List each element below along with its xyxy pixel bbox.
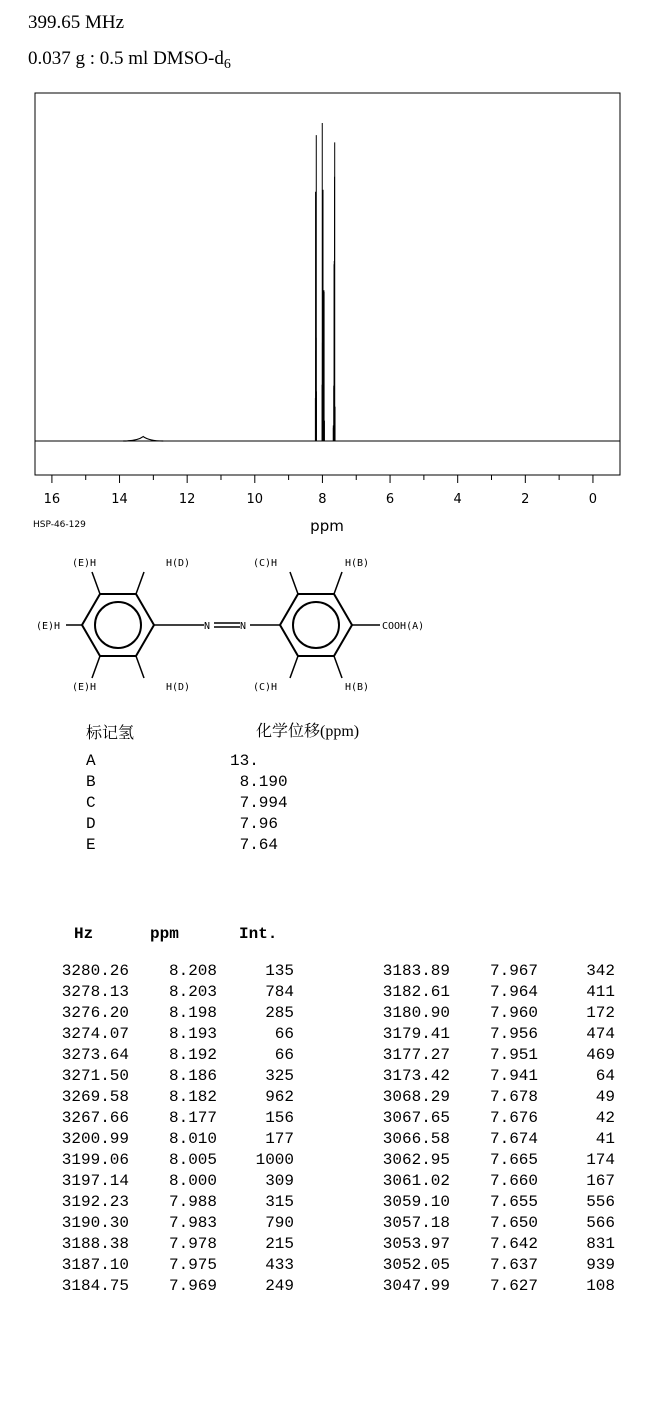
peak-hz: 3267.66	[61, 1109, 129, 1127]
peak-row	[0, 1277, 652, 1298]
peak-hz: 3061.02	[382, 1172, 450, 1190]
x-tick-label: 0	[588, 492, 598, 507]
peak-hz: 3053.97	[382, 1235, 450, 1253]
label-c-bottom: (C)H	[253, 682, 278, 693]
peak-ppm: 7.660	[489, 1172, 538, 1190]
x-axis-label: ppm	[310, 517, 344, 535]
peak-row	[0, 1256, 652, 1277]
bonds	[66, 572, 380, 678]
peak-ppm: 8.198	[168, 1004, 217, 1022]
peak-int: 315	[265, 1193, 294, 1211]
peak-int: 790	[265, 1214, 294, 1232]
peak-hz: 3183.89	[382, 962, 450, 980]
spectrometer-frequency: 399.65 MHz	[28, 12, 125, 33]
peak-row	[0, 1130, 652, 1151]
peak-hz: 3057.18	[382, 1214, 450, 1232]
label-e-bottom: (E)H	[72, 682, 97, 693]
peak-int: 469	[586, 1046, 615, 1064]
peak-ppm: 7.960	[489, 1004, 538, 1022]
peak-ppm: 7.941	[489, 1067, 538, 1085]
peak-int: 42	[595, 1109, 615, 1127]
x-tick-label: 10	[246, 492, 264, 507]
sample-subscript: 6	[223, 57, 231, 72]
label-d-bottom: H(D)	[166, 682, 191, 693]
peak-ppm: 7.975	[168, 1256, 217, 1274]
peak-hz: 3280.26	[61, 962, 129, 980]
peak-hz: 3182.61	[382, 983, 450, 1001]
peak-hz: 3047.99	[382, 1277, 450, 1295]
label-acid: COOH(A)	[382, 621, 425, 632]
peak-row	[0, 1046, 652, 1067]
peak-ppm: 7.637	[489, 1256, 538, 1274]
peak-hz: 3067.65	[382, 1109, 450, 1127]
x-tick-label: 2	[521, 492, 530, 507]
peak-hz: 3271.50	[61, 1067, 129, 1085]
assignment-label: A	[86, 752, 96, 770]
peak-ppm: 8.203	[168, 983, 217, 1001]
peak-ppm: 7.655	[489, 1193, 538, 1211]
assignment-row	[0, 794, 400, 815]
peak-int: 411	[586, 983, 615, 1001]
peak-ppm: 8.192	[168, 1046, 217, 1064]
assignment-row	[0, 815, 400, 836]
assignment-row	[0, 773, 400, 794]
peak-ppm: 7.676	[489, 1109, 538, 1127]
peak-int: 135	[265, 962, 294, 980]
x-axis-ticks	[44, 475, 597, 507]
peak-hz: 3197.14	[61, 1172, 129, 1190]
peak-hz: 3273.64	[61, 1046, 129, 1064]
peak-hz: 3274.07	[61, 1025, 129, 1043]
peak-row	[0, 1214, 652, 1235]
peak-int: 167	[586, 1172, 615, 1190]
peak-int: 108	[586, 1277, 615, 1295]
spectrum-broad-peak	[123, 437, 163, 441]
assignment-shift-header: 化学位移(ppm)	[256, 723, 360, 740]
peak-ppm: 7.988	[168, 1193, 217, 1211]
right-benzene-ring	[280, 594, 352, 656]
peak-hz: 3177.27	[382, 1046, 450, 1064]
peak-ppm: 8.186	[168, 1067, 217, 1085]
peak-int: 1000	[255, 1151, 294, 1169]
peak-int: 474	[586, 1025, 615, 1043]
assignment-shift: 8.190	[230, 773, 288, 791]
peak-ppm: 7.964	[489, 983, 538, 1001]
peak-row	[0, 1025, 652, 1046]
plot-frame	[35, 93, 620, 475]
peak-hz: 3188.38	[61, 1235, 129, 1253]
peak-int: 556	[586, 1193, 615, 1211]
peak-ppm: 7.665	[489, 1151, 538, 1169]
peak-int: 174	[586, 1151, 615, 1169]
peak-hz: 3173.42	[382, 1067, 450, 1085]
spectrum-trace	[123, 123, 335, 441]
peak-ppm: 7.956	[489, 1025, 538, 1043]
peak-ppm: 7.650	[489, 1214, 538, 1232]
peak-row	[0, 1151, 652, 1172]
assignment-row	[0, 836, 400, 857]
peak-hz: 3200.99	[61, 1130, 129, 1148]
peak-int: 309	[265, 1172, 294, 1190]
assignment-shift: 7.994	[230, 794, 288, 812]
assignment-label: B	[86, 773, 96, 791]
label-e-top: (E)H	[72, 558, 97, 569]
x-tick-label: 14	[111, 492, 128, 507]
peak-int: 66	[274, 1025, 294, 1043]
peak-hz: 3187.10	[61, 1256, 129, 1274]
peak-row	[0, 1193, 652, 1214]
peak-ppm: 8.208	[168, 962, 217, 980]
peak-ppm: 8.193	[168, 1025, 217, 1043]
peak-hz: 3059.10	[382, 1193, 450, 1211]
peak-row	[0, 1109, 652, 1130]
peak-ppm: 7.967	[489, 962, 538, 980]
assignment-label-header: 标记氢	[86, 725, 135, 742]
peak-int: 962	[265, 1088, 294, 1106]
peak-ppm: 7.678	[489, 1088, 538, 1106]
peak-int: 784	[265, 983, 294, 1001]
label-b-top: H(B)	[345, 558, 370, 569]
peak-hz: 3180.90	[382, 1004, 450, 1022]
peak-row	[0, 1088, 652, 1109]
peak-ppm: 7.642	[489, 1235, 538, 1253]
x-tick-label: 16	[43, 492, 61, 507]
peak-int: 433	[265, 1256, 294, 1274]
peak-row	[0, 962, 652, 983]
peak-int: 831	[586, 1235, 615, 1253]
peak-row	[0, 983, 652, 1004]
peak-int: 325	[265, 1067, 294, 1085]
peak-ppm: 7.969	[168, 1277, 217, 1295]
peak-int: 215	[265, 1235, 294, 1253]
x-tick-label: 6	[385, 492, 395, 507]
assignment-label: E	[86, 836, 96, 854]
sample-text: 0.037 g : 0.5 ml DMSO-d	[28, 48, 224, 69]
peak-int: 566	[586, 1214, 615, 1232]
peak-row	[0, 1172, 652, 1193]
molecular-structure	[0, 545, 652, 705]
peak-ppm: 8.010	[168, 1130, 217, 1148]
label-b-bottom: H(B)	[345, 682, 370, 693]
peak-ppm: 8.000	[168, 1172, 217, 1190]
assignment-label: C	[86, 794, 96, 812]
peak-ppm: 7.983	[168, 1214, 217, 1232]
peak-int: 49	[595, 1088, 615, 1106]
label-e-left: (E)H	[36, 621, 61, 632]
peak-row	[0, 1067, 652, 1088]
peak-row	[0, 1235, 652, 1256]
peak-row	[0, 1004, 652, 1025]
peak-hz: 3052.05	[382, 1256, 450, 1274]
label-c-top: (C)H	[253, 558, 278, 569]
peak-ppm: 8.182	[168, 1088, 217, 1106]
peak-ppm: 8.177	[168, 1109, 217, 1127]
peak-header-hz: Hz	[74, 925, 94, 943]
assignment-shift: 7.64	[230, 836, 279, 854]
peak-hz: 3269.58	[61, 1088, 129, 1106]
nmr-spectrum-chart	[0, 0, 652, 540]
peak-int: 66	[274, 1046, 294, 1064]
left-benzene-ring	[82, 594, 154, 656]
assignment-label: D	[86, 815, 96, 833]
x-tick-label: 4	[453, 492, 462, 507]
peak-ppm: 7.978	[168, 1235, 217, 1253]
peak-int: 172	[586, 1004, 615, 1022]
x-tick-label: 12	[178, 492, 196, 507]
peak-header-int: Int.	[239, 925, 278, 943]
spectrum-code: HSP-46-129	[33, 520, 86, 530]
peak-hz: 3068.29	[382, 1088, 450, 1106]
peak-ppm: 8.005	[168, 1151, 217, 1169]
assignment-row	[0, 752, 400, 773]
peak-int: 939	[586, 1256, 615, 1274]
peak-hz: 3276.20	[61, 1004, 129, 1022]
peak-ppm: 7.674	[489, 1130, 538, 1148]
label-d-top: H(D)	[166, 558, 191, 569]
peak-hz: 3192.23	[61, 1193, 129, 1211]
peak-int: 285	[265, 1004, 294, 1022]
x-tick-label: 8	[318, 492, 327, 507]
peak-int: 156	[265, 1109, 294, 1127]
peak-ppm: 7.627	[489, 1277, 538, 1295]
assignment-shift: 13.	[230, 752, 259, 770]
peak-int: 64	[595, 1067, 615, 1085]
label-azo-n2: N	[240, 621, 247, 632]
peak-hz: 3199.06	[61, 1151, 129, 1169]
peak-hz: 3190.30	[61, 1214, 129, 1232]
peak-hz: 3062.95	[382, 1151, 450, 1169]
peak-hz: 3179.41	[382, 1025, 450, 1043]
label-azo-n1: N	[204, 621, 211, 632]
peak-hz: 3278.13	[61, 983, 129, 1001]
peak-int: 41	[595, 1130, 615, 1148]
peak-ppm: 7.951	[489, 1046, 538, 1064]
peak-hz: 3184.75	[61, 1277, 129, 1295]
peak-int: 249	[265, 1277, 294, 1295]
peak-header-ppm: ppm	[150, 925, 179, 943]
assignment-shift: 7.96	[230, 815, 279, 833]
peak-int: 342	[586, 962, 615, 980]
peak-hz: 3066.58	[382, 1130, 450, 1148]
peak-int: 177	[265, 1130, 294, 1148]
